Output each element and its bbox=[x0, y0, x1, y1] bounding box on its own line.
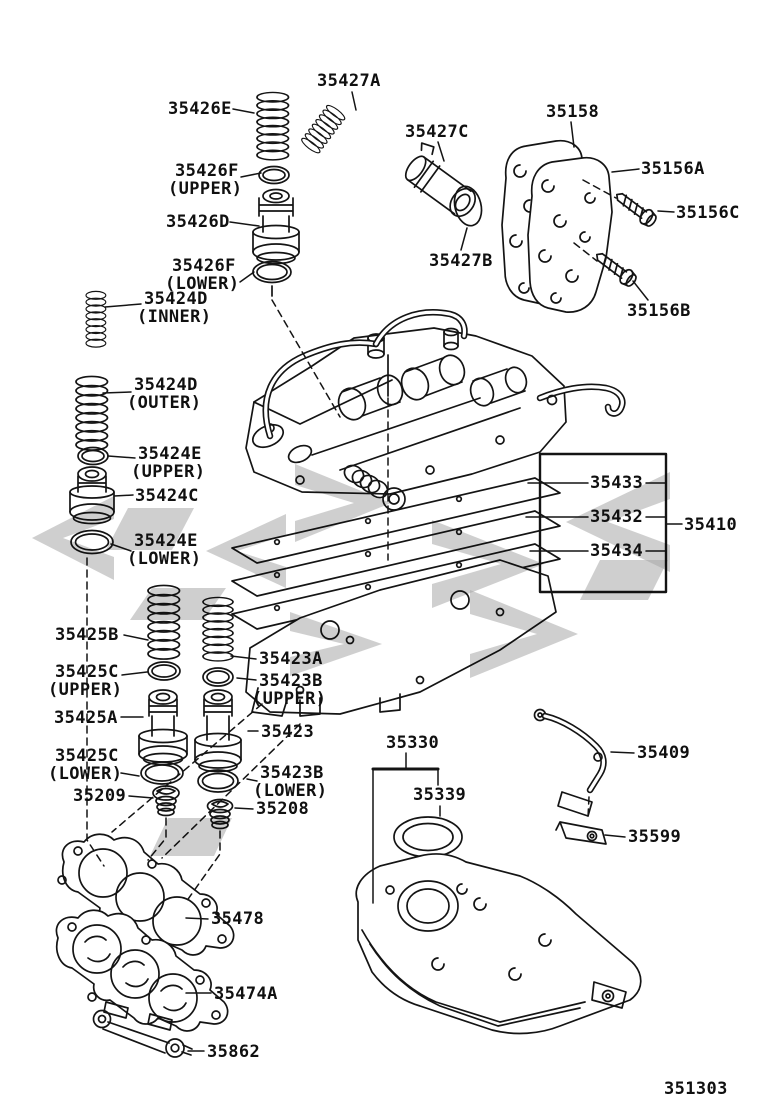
part-label-35426F-lower: 35426F (LOWER) bbox=[165, 256, 240, 294]
part-label-35433: 35433 bbox=[590, 473, 644, 493]
part-label-35423B-upper: 35423B (UPPER) bbox=[252, 671, 327, 709]
part-label-35339: 35339 bbox=[413, 785, 467, 805]
part-label-35208: 35208 bbox=[256, 799, 310, 819]
part-label-35424C: 35424C bbox=[135, 486, 199, 506]
part-label-35423A: 35423A bbox=[259, 649, 323, 669]
part-label-35425C-lower: 35425C (LOWER) bbox=[48, 746, 123, 784]
part-label-35425B: 35425B bbox=[55, 625, 119, 645]
part-label-35156A: 35156A bbox=[641, 159, 705, 179]
part-label-35426E: 35426E bbox=[168, 99, 232, 119]
part-label-35424D-inner: 35424D (INNER) bbox=[137, 289, 212, 327]
part-label-35158: 35158 bbox=[546, 102, 600, 122]
part-label-35427B: 35427B bbox=[429, 251, 493, 271]
part-label-35426D: 35426D bbox=[166, 212, 230, 232]
part-label-35209: 35209 bbox=[73, 786, 127, 806]
diagram-number: 351303 bbox=[664, 1079, 728, 1099]
part-label-35599: 35599 bbox=[628, 827, 682, 847]
part-label-35330: 35330 bbox=[386, 733, 440, 753]
part-label-35427A: 35427A bbox=[317, 71, 381, 91]
part-label-35424D-outer: 35424D (OUTER) bbox=[127, 375, 202, 413]
part-label-35410: 35410 bbox=[684, 515, 738, 535]
part-label-35423B-lower: 35423B (LOWER) bbox=[253, 763, 328, 801]
part-label-35427C: 35427C bbox=[405, 122, 469, 142]
part-label-35862: 35862 bbox=[207, 1042, 261, 1062]
part-label-35156C: 35156C bbox=[676, 203, 740, 223]
part-label-35474A: 35474A bbox=[214, 984, 278, 1004]
part-label-35434: 35434 bbox=[590, 541, 644, 561]
part-label-35424E-lower: 35424E (LOWER) bbox=[127, 531, 202, 569]
part-label-35478: 35478 bbox=[211, 909, 265, 929]
part-label-35432: 35432 bbox=[590, 507, 644, 527]
part-label-35425A: 35425A bbox=[54, 708, 118, 728]
part-label-35426F-upper: 35426F (UPPER) bbox=[168, 161, 243, 199]
part-label-35425C-upper: 35425C (UPPER) bbox=[48, 662, 123, 700]
part-label-35424E-upper: 35424E (UPPER) bbox=[131, 444, 206, 482]
part-label-35423: 35423 bbox=[261, 722, 315, 742]
part-label-35156B: 35156B bbox=[627, 301, 691, 321]
part-label-35409: 35409 bbox=[637, 743, 691, 763]
